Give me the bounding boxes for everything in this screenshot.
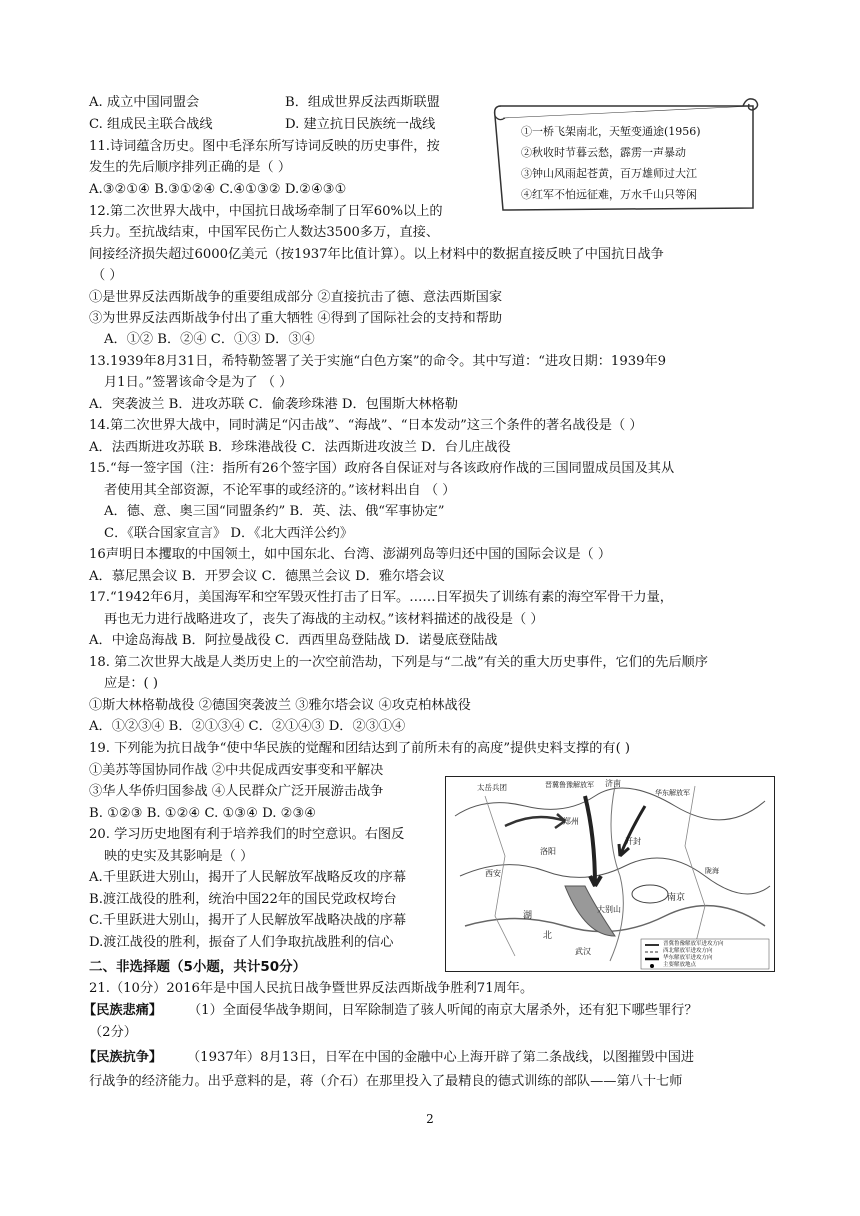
map-label: 洛阳 xyxy=(540,847,556,856)
map-label: 华东解放军 xyxy=(655,789,690,797)
text-line: （1937年）8月13日，日军在中国的金融中心上海开辟了第二条战线，以图摧毁中国进 xyxy=(187,1050,695,1065)
poem-line: ①一桥飞架南北，天堑变通途(1956) xyxy=(521,125,701,138)
text-line: B．组成世界反法西斯联盟 xyxy=(285,95,440,110)
map-label: 西安 xyxy=(485,869,501,878)
text-line: A. 成立中国同盟会 xyxy=(89,95,200,110)
text-line: （ ） xyxy=(92,268,123,283)
historical-map xyxy=(445,776,775,972)
text-line: A．突袭波兰 B．进攻苏联 C．偷袭珍珠港 D．包围斯大林格勒 xyxy=(89,397,458,412)
poem-line: ④红军不怕远征难，万水千山只等闲 xyxy=(521,188,697,201)
text-line: 20. 学习历史地图有利于培养我们的时空意识。右图反 xyxy=(89,827,405,842)
text-line: ①美苏等国协同作战 ②中共促成西安事变和平解决 xyxy=(89,763,384,778)
map-label: 北 xyxy=(543,931,553,941)
text-line: C．《联合国家宣言》 D．《北大西洋公约》 xyxy=(104,526,354,541)
text-line: 16声明日本攫取的中国领土，如中国东北、台湾、澎湖列岛等归还中国的国际会议是（ ） xyxy=(89,547,612,562)
legend-entry: 主要解放地点 xyxy=(663,962,697,968)
text-line: B. ①②③ B. ①②④ C. ①③④ D. ②③④ xyxy=(89,806,317,821)
text-line: 再也无力进行战略进攻了，丧失了海战的主动权。”该材料描述的战役是（ ） xyxy=(104,612,544,627)
map-label: 郑州 xyxy=(563,817,579,826)
text-line: 兵力。至抗战结束，中国军民伤亡人数达3500多万，直接、 xyxy=(89,225,440,240)
text-line: A．德、意、奥三国“同盟条约” B．英、法、俄“军事协定” xyxy=(104,504,445,519)
text-line: A．①②③④ B．②①③④ C．②①④③ D．②③①④ xyxy=(89,719,406,734)
text-line: ①是世界反法西斯战争的重要组成部分 ②直接抗击了德、意法西斯国家 xyxy=(89,290,503,305)
text-line: 映的史实及其影响是（ ） xyxy=(104,849,254,864)
page-number: 2 xyxy=(426,1112,434,1126)
text-line: 13.1939年8月31日，希特勒签署了关于实施“白色方案”的命令。其中写道：“进攻日期：1939年9 xyxy=(89,354,667,369)
text-line: （1）全面侵华战争期间，日军除制造了骇人听闻的南京大屠杀外，还有犯下哪些罪行？ xyxy=(188,1003,698,1018)
legend-entry: 西北解放军进攻方向 xyxy=(663,948,713,954)
map-label: 陇海 xyxy=(705,867,719,875)
text-line: 【民族悲痛】 xyxy=(83,1003,163,1018)
text-line: A.千里跃进大别山，揭开了人民解放军战略反攻的序幕 xyxy=(89,870,407,885)
text-line: D. 建立抗日民族统一战线 xyxy=(285,117,436,132)
text-line: （2分） xyxy=(89,1025,137,1040)
map-label: 开封 xyxy=(625,837,641,846)
map-label: 湖 xyxy=(523,911,533,921)
text-line: C. 组成民主联合战线 xyxy=(89,117,213,132)
map-label: 南京 xyxy=(667,893,686,903)
text-line: A．法西斯进攻苏联 B．珍珠港战役 C．法西斯进攻波兰 D．台儿庄战役 xyxy=(89,440,511,455)
text-line: 发生的先后顺序排列正确的是（ ） xyxy=(89,160,292,175)
poem-scroll-figure xyxy=(491,92,763,214)
text-line: D.渡江战役的胜利，振奋了人们争取抗战胜利的信心 xyxy=(89,935,394,950)
text-line: ③华人华侨归国参战 ④人民群众广泛开展游击战争 xyxy=(89,784,384,799)
text-line: 行战争的经济能力。出乎意料的是，蒋（介石）在那里投入了最精良的德式训练的部队——第八十七师 xyxy=(89,1074,683,1089)
map-label: 晋冀鲁豫解放军 xyxy=(545,781,594,789)
map-label: 济南 xyxy=(605,779,621,788)
text-line: A．①② B．②④ C．①③ D．③④ xyxy=(104,332,315,347)
text-line: 11.诗词蕴含历史。图中毛泽东所写诗词反映的历史事件，按 xyxy=(89,139,440,154)
text-line: 15.“每一签字国（注：指所有26个签字国）政府各自保证对与各该政府作战的三国同盟成员国及其从 xyxy=(89,461,675,476)
text-line: 19. 下列能为抗日战争“使中华民族的觉醒和团结达到了前所未有的高度”提供史料支撑的有( ) xyxy=(89,741,631,756)
text-line: C.千里跃进大别山，揭开了人民解放军战略决战的序幕 xyxy=(89,913,407,928)
text-line: B.渡江战役的胜利，统治中国22年的国民党政权垮台 xyxy=(89,892,397,907)
section-heading: 二、非选择题（5小题，共计50分） xyxy=(89,959,307,975)
text-line: 17.“1942年6月，美国海军和空军毁灭性打击了日军。……日军损失了训练有素的海空军骨干力量， xyxy=(89,590,673,605)
text-line: A．中途岛海战 B．阿拉曼战役 C．西西里岛登陆战 D．诺曼底登陆战 xyxy=(89,633,498,648)
text-line: 间接经济损失超过6000亿美元（按1937年比值计算）。以上材料中的数据直接反映了中国抗日战争 xyxy=(89,247,664,262)
map-label: 武汉 xyxy=(575,947,591,956)
map-legend xyxy=(663,941,724,969)
legend-entry: 晋冀鲁豫解放军进攻方向 xyxy=(663,941,724,947)
text-line: 18. 第二次世界大战是人类历史上的一次空前浩劫，下列是与“二战”有关的重大历史事件，它们的先后顺序 xyxy=(89,655,708,670)
text-line: 【民族抗争】 xyxy=(83,1050,163,1065)
text-line: 应是：( ) xyxy=(104,676,159,691)
text-line: 者使用其全部资源，不论军事的或经济的。”该材料出自 （ ） xyxy=(104,483,456,498)
map-label: 大别山 xyxy=(597,905,621,914)
poem-line: ③钟山风雨起苍黄，百万雄师过大江 xyxy=(521,167,697,180)
map-label: 太岳兵团 xyxy=(477,783,507,792)
text-line: ③为世界反法西斯战争付出了重大牺牲 ④得到了国际社会的支持和帮助 xyxy=(89,311,503,326)
text-line: 12.第二次世界大战中，中国抗日战场牵制了日军60%以上的 xyxy=(89,204,443,219)
text-line: 月1日。”签署该命令是为了 （ ） xyxy=(104,375,293,390)
legend-entry: 华东解放军进攻方向 xyxy=(663,955,713,961)
poem-line: ②秋收时节暮云愁，霹雳一声暴动 xyxy=(521,146,686,159)
text-line: 21.（10分）2016年是中国人民抗日战争暨世界反法西斯战争胜利71周年。 xyxy=(89,981,534,996)
text-line: A．慕尼黑会议 B．开罗会议 C．德黑兰会议 D．雅尔塔会议 xyxy=(89,569,445,584)
text-line: A.③②①④ B.③①②④ C.④①③② D.②④③① xyxy=(89,182,347,197)
text-line: 14.第二次世界大战中，同时满足“闪击战”、“海战”、“日本发动”这三个条件的著名战役是（ ） xyxy=(89,418,643,433)
text-line: ①斯大林格勒战役 ②德国突袭波兰 ③雅尔塔会议 ④攻克柏林战役 xyxy=(89,698,471,713)
